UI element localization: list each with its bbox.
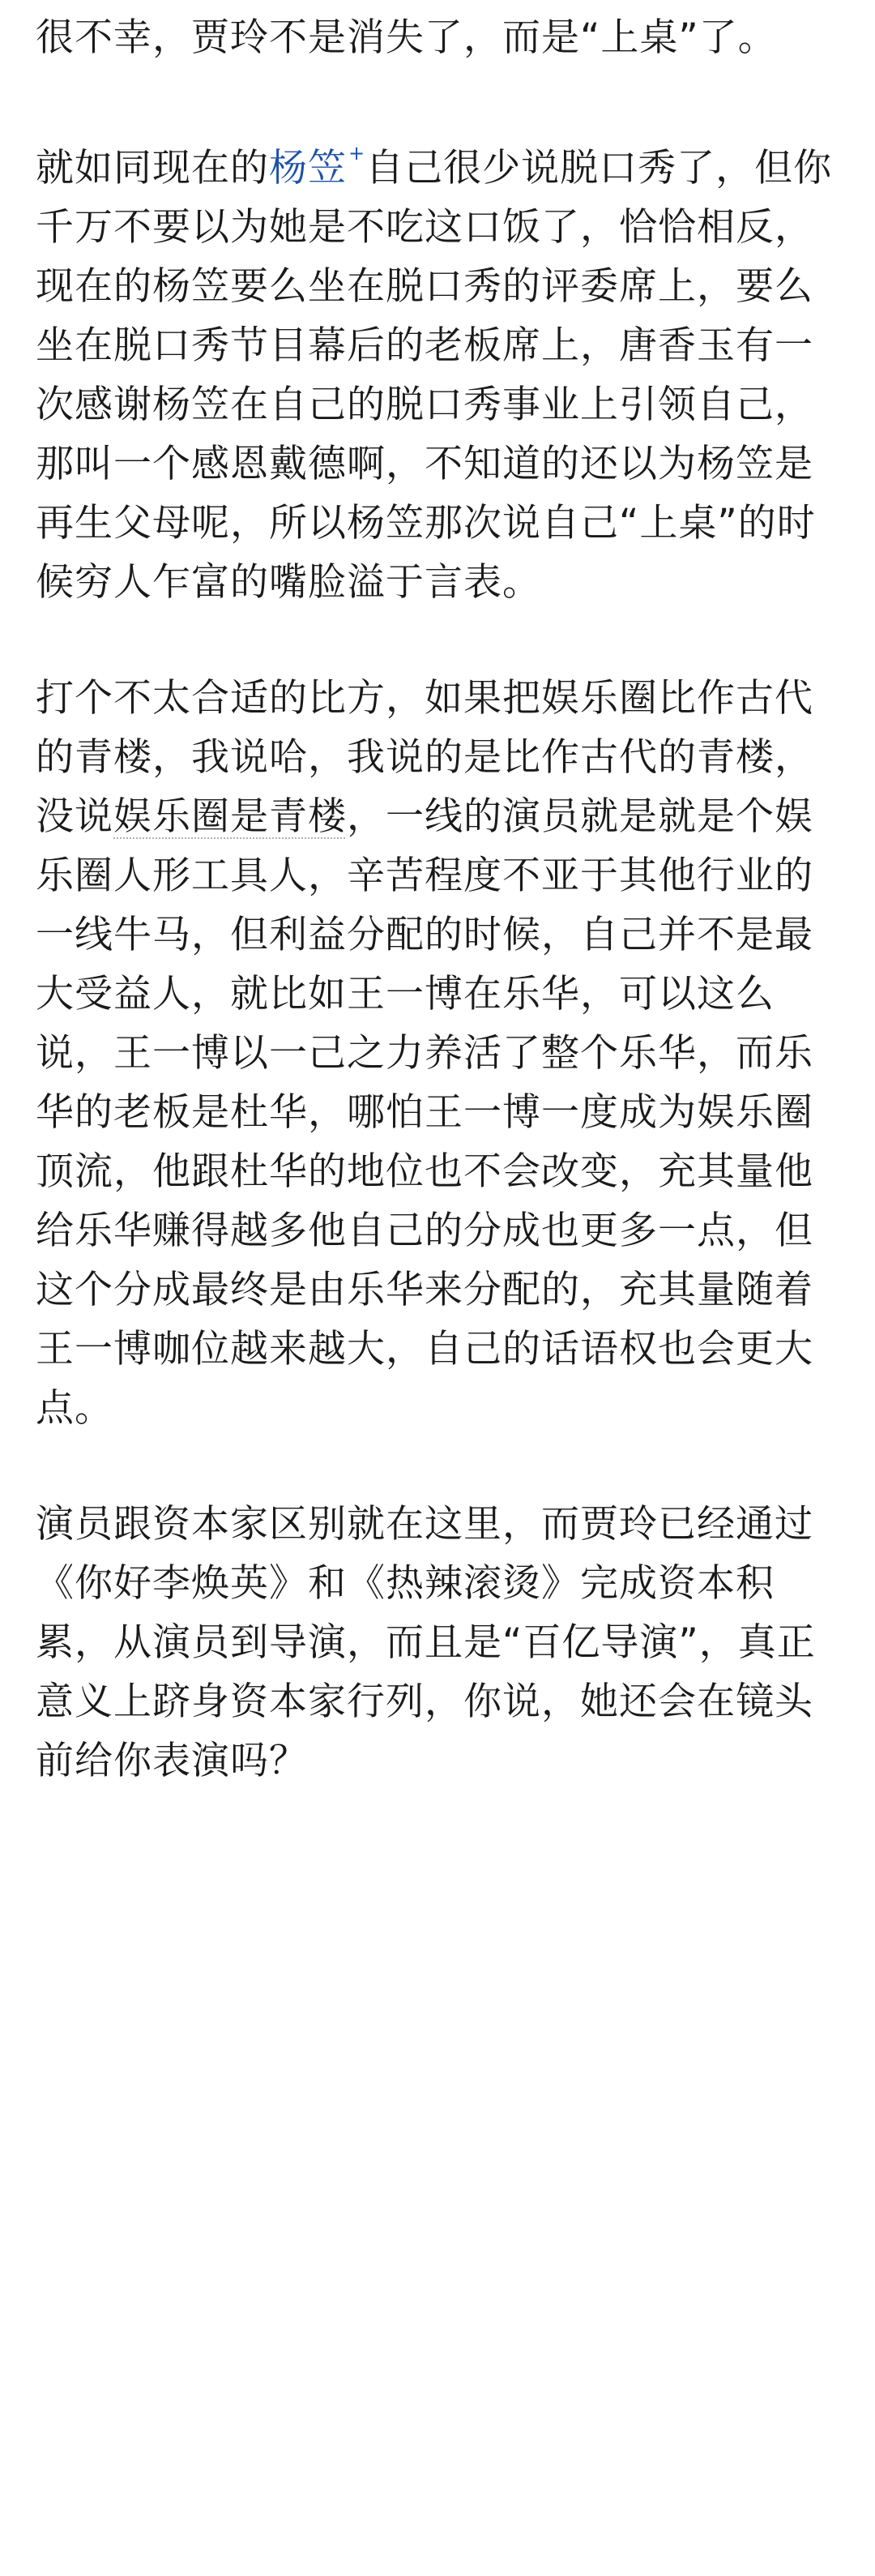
search-term-underline[interactable]: 娱乐圈是青楼	[113, 794, 347, 839]
paragraph-1-text: 很不幸，贾玲不是消失了，而是“上桌”了。	[36, 15, 777, 60]
yang-li-link[interactable]	[269, 142, 366, 190]
yang-li-link-text[interactable]: 杨笠	[269, 146, 347, 190]
paragraph-4-text: 演员跟资本家区别就在这里，而贾玲已经通过《你好李焕英》和《热辣滚烫》完成资本积累，从演员到导演，而且是“百亿导演”，真正意义上跻身资本家行列，你说，她还会在镜头前给你表演吗？	[36, 1502, 816, 1783]
paragraph-2-text-before: 就如同现在的	[36, 146, 269, 190]
paragraph-3-text-before: 打个不太合适的比方，如果把娱乐圈比作古代的青楼，我说哈，我说的是比作古代的青楼，没说	[36, 676, 813, 839]
paragraph-1	[36, 8, 839, 67]
paragraph-3	[36, 669, 839, 1438]
paragraph-2	[36, 124, 839, 612]
paragraph-3-text-after: ，一线的演员就是就是个娱乐圈人形工具人，辛苦程度不亚于其他行业的一线牛马，但利益分配的时候，自己并不是最大受益人，就比如王一博在乐华，可以这么说，王一博以一己之力养活了整个乐华，而乐华的老板是杜华，哪怕王一博一度成为娱乐圈顶流，他跟杜华的地位也不会改变，充其量他给乐华赚得越多他自己的分成也更多一点，但这个分成最终是由乐华来分配的，充其量随着王一博咖位越来越大，自己的话语权也会更大点。	[36, 794, 813, 1431]
paragraph-2-text-after: 自己很少说脱口秀了，但你千万不要以为她是不吃这口饭了，恰恰相反，现在的杨笠要么坐在脱口秀的评委席上，要么坐在脱口秀节目幕后的老板席上，唐香玉有一次感谢杨笠在自己的脱口秀事业上引领自己，那叫一个感恩戴德啊，不知道的还以为杨笠是再生父母呢，所以杨笠那次说自己“上桌”的时候穷人乍富的嘴脸溢于言表。	[36, 146, 833, 605]
external-link-icon: +	[348, 142, 366, 165]
paragraph-4	[36, 1495, 839, 1791]
